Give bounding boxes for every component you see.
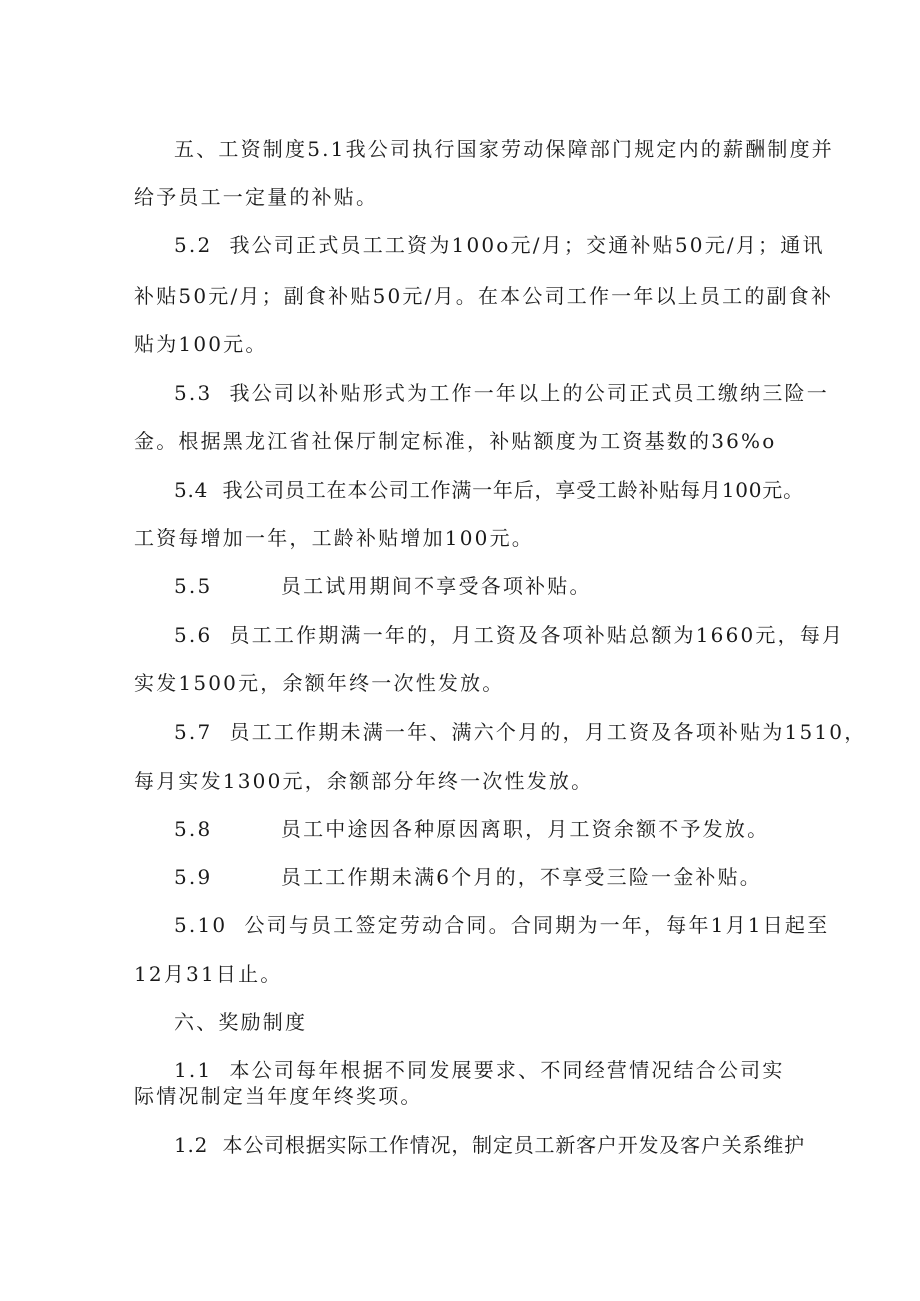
clause-5-2-line: 5.2 我公司正式员工工资为100o元/月；交通补贴50元/月；通讯 xyxy=(174,233,825,257)
clause-1-2-line: 1.2 本公司根据实际工作情况，制定员工新客户开发及客户关系维护 xyxy=(174,1133,805,1157)
text-line: 际情况制定当年度年终奖项。 xyxy=(134,1084,423,1108)
text-line: 12月31日止。 xyxy=(134,962,283,986)
text-line: 贴为100元。 xyxy=(134,332,268,356)
clause-1-1-line: 1.1 本公司每年根据不同发展要求、不同经营情况结合公司实 xyxy=(174,1058,785,1082)
clause-5-8-line: 5.8 员工中途因各种原因离职，月工资余额不予发放。 xyxy=(174,817,770,841)
text-line: 给予员工一定量的补贴。 xyxy=(134,185,379,209)
text-line: 每月实发1300元，余额部分年终一次性发放。 xyxy=(134,769,594,793)
clause-5-6-line: 5.6 员工工作期满一年的，月工资及各项补贴总额为1660元，每月 xyxy=(174,623,845,647)
text-line: 补贴50元/月；副食补贴50元/月。在本公司工作一年以上员工的副食补 xyxy=(134,284,834,308)
clause-5-5-line: 5.5 员工试用期间不享受各项补贴。 xyxy=(174,574,592,598)
section-6-heading: 六、奖励制度 xyxy=(174,1010,308,1034)
text-line: 工资每增加一年，工龄补贴增加100元。 xyxy=(134,526,534,550)
clause-5-10-line: 5.10 公司与员工签定劳动合同。合同期为一年，每年1月1日起至 xyxy=(174,913,830,937)
clause-5-9-line: 5.9 员工工作期未满6个月的，不享受三险一金补贴。 xyxy=(174,865,762,889)
clause-5-7-line: 5.7 员工工作期未满一年、满六个月的，月工资及各项补贴为1510， xyxy=(174,720,867,744)
text-line: 金。根据黑龙江省社保厅制定标准，补贴额度为工资基数的36%o xyxy=(134,429,777,453)
clause-5-3-line: 5.3 我公司以补贴形式为工作一年以上的公司正式员工缴纳三险一 xyxy=(174,381,829,405)
text-line: 实发1500元，余额年终一次性发放。 xyxy=(134,671,505,695)
section-5-heading-line: 五、工资制度5.1我公司执行国家劳动保障部门规定内的薪酬制度并 xyxy=(174,137,835,161)
clause-5-4-line: 5.4 我公司员工在本公司工作满一年后，享受工龄补贴每月100元。 xyxy=(174,478,804,502)
